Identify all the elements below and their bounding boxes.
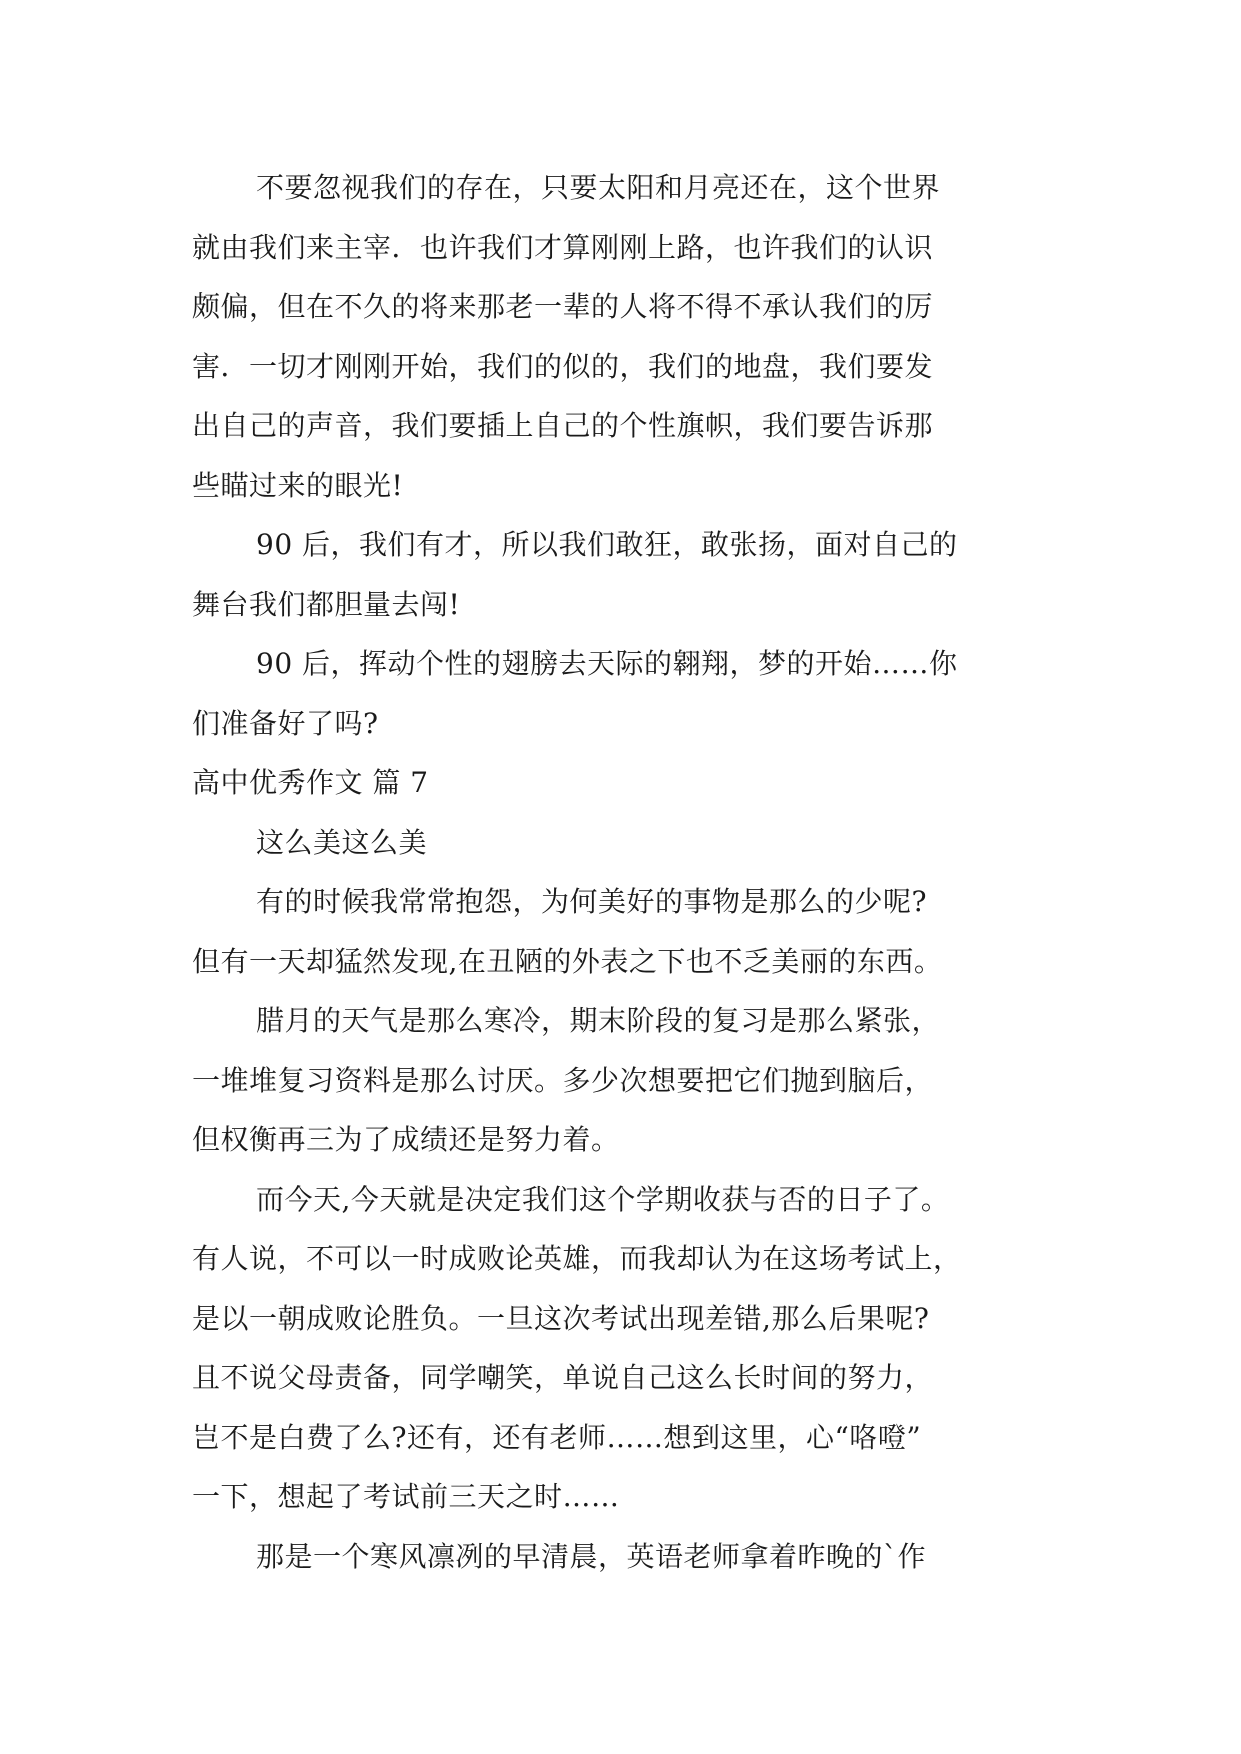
text-line: 但权衡再三为了成绩还是努力着。 bbox=[192, 1123, 620, 1156]
text-line: 有的时候我常常抱怨，为何美好的事物是那么的少呢? bbox=[256, 885, 928, 918]
document-body bbox=[192, 158, 1052, 1586]
text-line: 而今天,今天就是决定我们这个学期收获与否的日子了。 bbox=[256, 1182, 950, 1216]
text-line: 岂不是白费了么?还有，还有老师……想到这里，心“咯噔” bbox=[192, 1420, 922, 1454]
text-line: 有人说，不可以一时成败论英雄，而我却认为在这场考试上， bbox=[192, 1242, 962, 1275]
text-line: 腊月的天气是那么寒冷，期末阶段的复习是那么紧张， bbox=[256, 1004, 941, 1037]
text-line: 90 后，挥动个性的翅膀去天际的翱翔，梦的开始……你 bbox=[256, 647, 958, 680]
text-line: 一堆堆复习资料是那么讨厌。多少次想要把它们抛到脑后， bbox=[192, 1063, 934, 1097]
section-heading: 高中优秀作文 篇 7 bbox=[192, 766, 429, 799]
essay-title: 这么美这么美 bbox=[256, 825, 428, 859]
text-line: 舞台我们都胆量去闯! bbox=[192, 587, 461, 621]
paragraph-1 bbox=[192, 158, 1052, 515]
paragraph-3 bbox=[192, 634, 1052, 753]
text-line: 那是一个寒风凛冽的早清晨，英语老师拿着昨晚的`作 bbox=[256, 1539, 927, 1573]
paragraph-6 bbox=[192, 1170, 1052, 1527]
text-line: 颇偏，但在不久的将来那老一辈的人将不得不承认我们的厉 bbox=[192, 290, 934, 323]
text-line: 且不说父母责备，同学嘲笑，单说自己这么长时间的努力， bbox=[192, 1361, 934, 1394]
text-line: 些瞄过来的眼光! bbox=[192, 468, 404, 502]
text-line: 是以一朝成败论胜负。一旦这次考试出现差错,那么后果呢? bbox=[192, 1301, 930, 1335]
text-line: 90 后，我们有才，所以我们敢狂，敢张扬，面对自己的 bbox=[256, 528, 958, 561]
text-line: 就由我们来主宰．也许我们才算刚刚上路，也许我们的认识 bbox=[192, 230, 934, 264]
paragraph-2 bbox=[192, 515, 1052, 634]
text-line: 但有一天却猛然发现,在丑陋的外表之下也不乏美丽的东西。 bbox=[192, 944, 943, 978]
text-line: 们准备好了吗? bbox=[192, 706, 379, 740]
paragraph-5 bbox=[192, 991, 1052, 1170]
paragraph-7 bbox=[192, 1527, 1052, 1587]
text-line: 不要忽视我们的存在，只要太阳和月亮还在，这个世界 bbox=[256, 171, 941, 204]
paragraph-4 bbox=[192, 872, 1052, 991]
text-line: 出自己的声音，我们要插上自己的个性旗帜，我们要告诉那 bbox=[192, 409, 934, 442]
text-line: 一下，想起了考试前三天之时…… bbox=[192, 1480, 620, 1513]
text-line: 害．一切才刚刚开始，我们的似的，我们的地盘，我们要发 bbox=[192, 349, 934, 383]
